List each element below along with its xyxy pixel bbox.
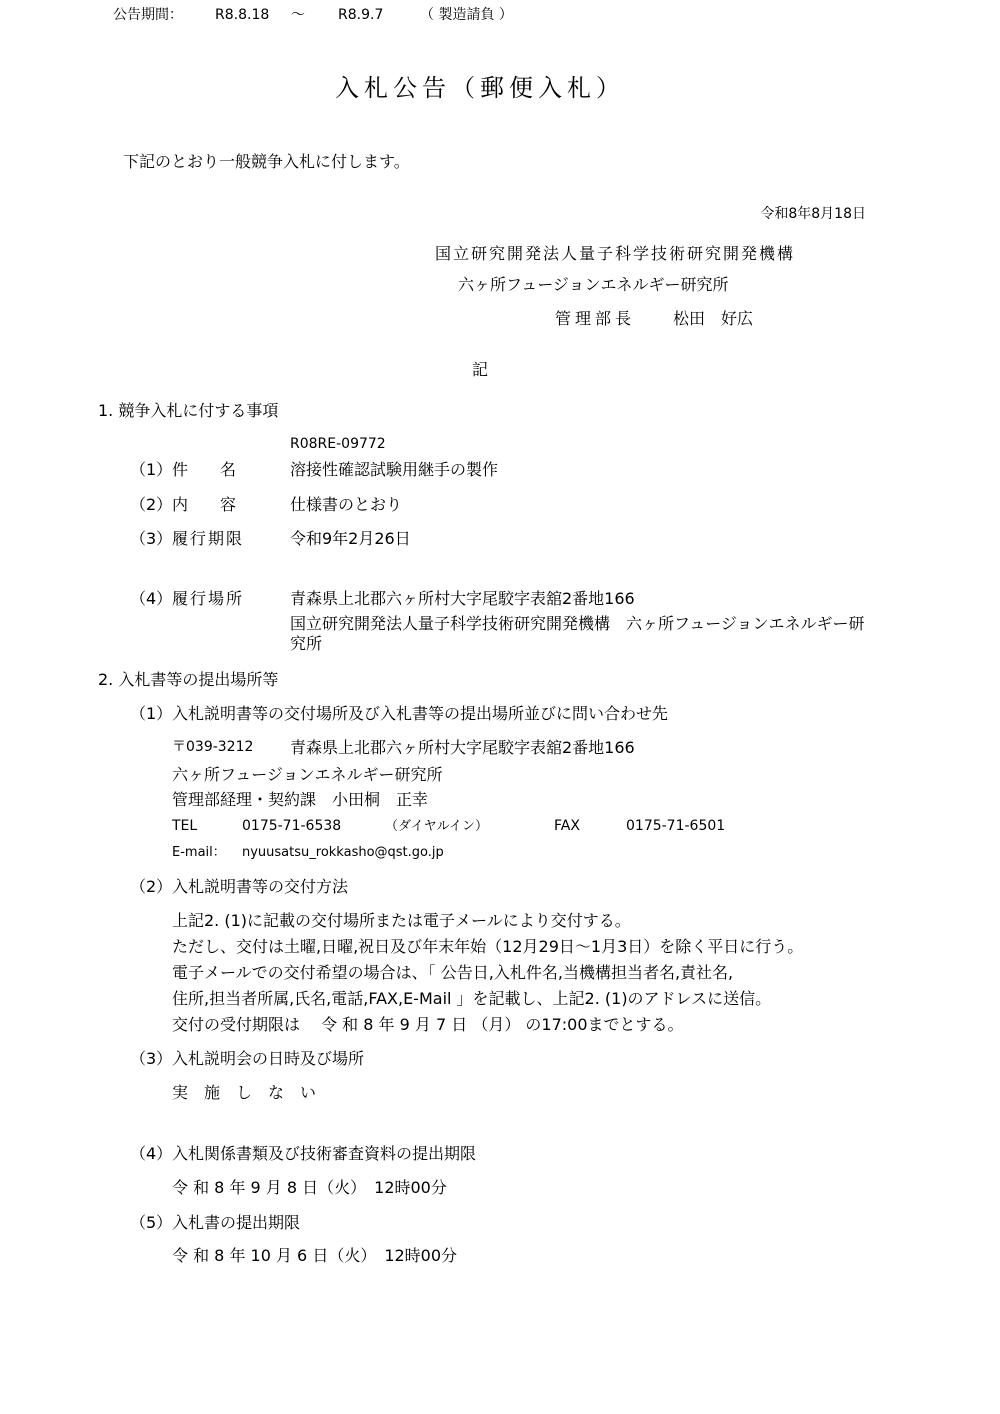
item4-label: 履行場所 — [172, 589, 245, 608]
intro-text: 下記のとおり一般競争入札に付します。 — [123, 152, 410, 171]
ki-marker: 記 — [472, 360, 489, 379]
sub2-number: （2） — [130, 877, 173, 896]
item2-value: 仕様書のとおり — [290, 495, 403, 514]
issuer-name: 松田 好広 — [673, 309, 754, 328]
notice-period-label: 公告期間： — [113, 7, 183, 23]
sub2-line: 上記2. (1)に記載の交付場所または電子メールにより交付する。 — [172, 911, 631, 930]
issuer-position: 管理部長 — [555, 309, 636, 328]
sub5-heading: 入札書の提出期限 — [172, 1213, 301, 1232]
sub5-number: （5） — [130, 1213, 173, 1232]
contact-person: 管理部経理・契約課 小田桐 正幸 — [172, 790, 429, 809]
sub1-number: （1） — [130, 704, 173, 723]
section2-heading: 2. 入札書等の提出場所等 — [98, 670, 279, 689]
sub2-line: 住所,担当者所属,氏名,電話,FAX,E-Mail 」を記載し、上記2. (1)のアドレスに送信。 — [172, 989, 772, 1008]
sub2-heading: 入札説明書等の交付方法 — [172, 877, 349, 896]
sub4-heading: 入札関係書類及び技術審査資料の提出期限 — [172, 1144, 477, 1163]
item4-number: （4） — [130, 589, 173, 608]
contact-department: 六ヶ所フュージョンエネルギー研究所 — [172, 765, 443, 784]
sub2-line: 電子メールでの交付希望の場合は、「 公告日,入札件名,当機構担当者名,責社名, — [172, 963, 734, 982]
item1-label: 件 名 — [172, 460, 237, 479]
contact-address: 青森県上北郡六ヶ所村大字尾駮字表舘2番地166 — [290, 738, 635, 757]
email-label: E-mail： — [172, 845, 226, 860]
item3-number: （3） — [130, 529, 173, 548]
email-address: nyuusatsu_rokkasho@qst.go.jp — [242, 845, 444, 860]
notice-period-tilde: ～ — [291, 7, 305, 23]
sub3-heading: 入札説明会の日時及び場所 — [172, 1049, 365, 1068]
fax-number: 0175-71-6501 — [626, 818, 726, 834]
issuer-department: 六ヶ所フュージョンエネルギー研究所 — [458, 275, 729, 294]
item4-value: 青森県上北郡六ヶ所村大字尾駮字表舘2番地166 — [290, 589, 635, 608]
item4-value-2: 国立研究開発法人量子科学技術研究開発機構 六ヶ所フュージョンエネルギー研究所 — [290, 614, 865, 653]
contract-type: （ 製造請負 ） — [420, 7, 513, 23]
sub2-line: ただし、交付は土曜,日曜,祝日及び年末年始（12月29日～1月3日）を除く平日に行う。 — [172, 937, 804, 956]
sub4-number: （4） — [130, 1144, 173, 1163]
sub5-value: 令 和 8 年 10 月 6 日（火） 12時00分 — [172, 1246, 458, 1265]
item1-value: 溶接性確認試験用継手の製作 — [290, 460, 499, 479]
page-title: 入札公告（郵便入札） — [335, 74, 625, 102]
case-code: R08RE-09772 — [290, 436, 386, 452]
item2-number: （2） — [130, 495, 173, 514]
sub3-number: （3） — [130, 1049, 173, 1068]
notice-period-end: R8.9.7 — [338, 7, 384, 23]
sub3-value: 実 施 し な い — [172, 1083, 317, 1102]
issuer-organization: 国立研究開発法人量子科学技術研究開発機構 — [435, 244, 796, 263]
tel-number: 0175-71-6538 — [242, 818, 342, 834]
item1-number: （1） — [130, 460, 173, 479]
postal-code: 〒039-3212 — [172, 739, 254, 755]
tel-label: TEL — [172, 818, 198, 834]
section1-heading: 1. 競争入札に付する事項 — [98, 401, 279, 420]
item3-label: 履行期限 — [172, 529, 245, 548]
item2-label: 内 容 — [172, 495, 237, 514]
notice-period-start: R8.8.18 — [215, 7, 270, 23]
sub1-heading: 入札説明書等の交付場所及び入札書等の提出場所並びに問い合わせ先 — [172, 704, 669, 723]
tel-note: （ダイヤルイン） — [385, 819, 488, 834]
fax-label: FAX — [554, 818, 580, 834]
notice-date: 令和8年8月18日 — [760, 206, 866, 222]
item3-value: 令和9年2月26日 — [290, 529, 411, 548]
sub2-line: 交付の受付期限は 令 和 8 年 9 月 7 日 （月） の17:00までとする。 — [172, 1015, 684, 1034]
sub4-value: 令 和 8 年 9 月 8 日（火） 12時00分 — [172, 1178, 447, 1197]
